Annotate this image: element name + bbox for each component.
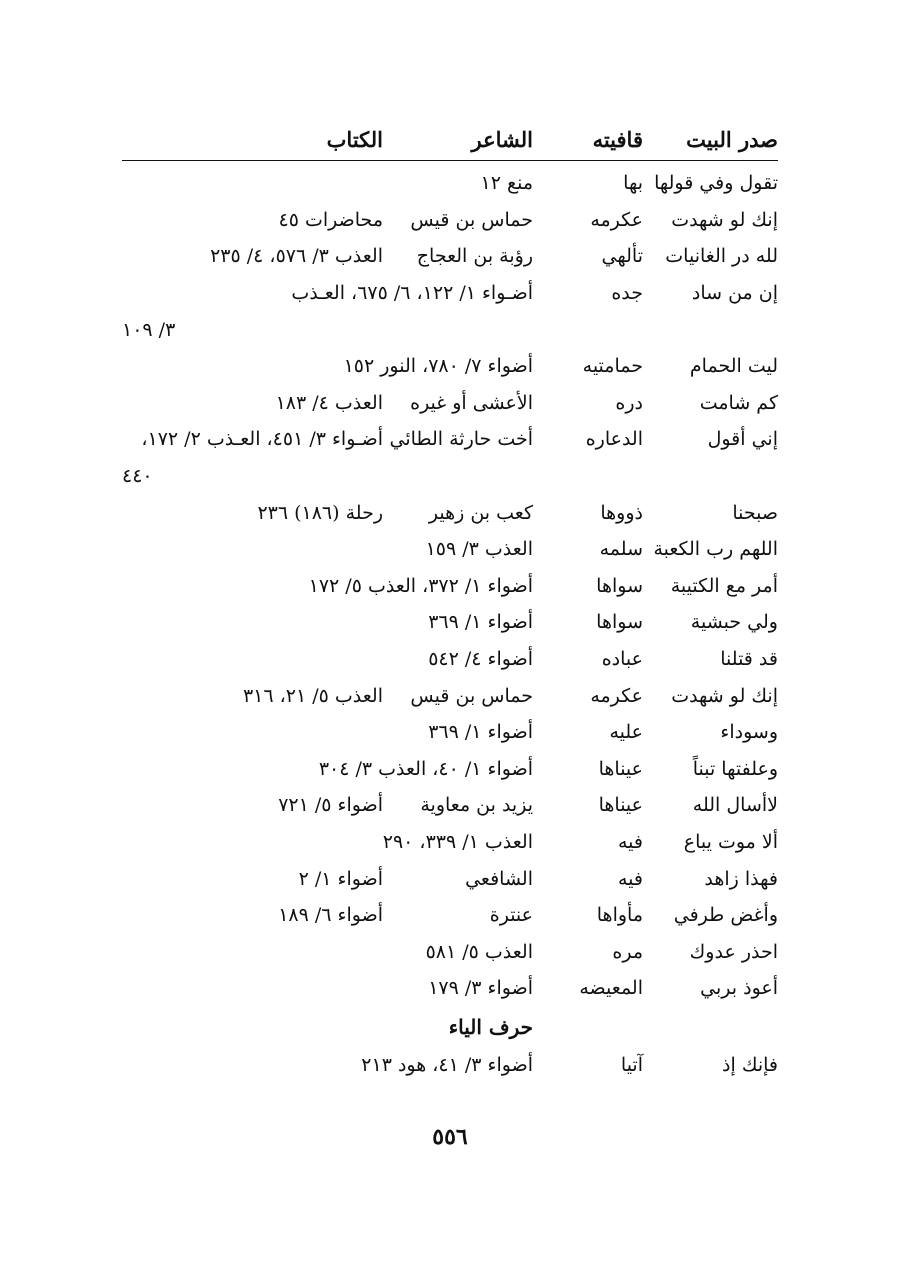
cell-qafiya: سلمه (599, 538, 643, 561)
table-row (122, 933, 778, 970)
table-row (122, 1047, 778, 1084)
table-row (122, 348, 778, 385)
cell-qafiya: مره (612, 940, 643, 963)
table-row (122, 421, 778, 458)
cell-kitab: رحلة (١٨٦) ٢٣٦ (257, 501, 383, 524)
cell-qafiya: دره (615, 391, 643, 414)
table-header-row (122, 118, 778, 161)
table-row (122, 494, 778, 531)
cell-sadr: لله در الغانيات (665, 245, 778, 268)
cell-sadr: ألا موت يباع (683, 830, 778, 853)
header-shaer: الشاعر (471, 126, 533, 152)
cell-qafiya: فيه (617, 867, 643, 890)
cell-qafiya: عكرمه (590, 208, 643, 231)
cell-qafiya: ذووها (600, 501, 643, 524)
table-row (122, 531, 778, 568)
cell-kitab: أضواء ٤/ ٥٤٢ (428, 648, 533, 671)
cell-qafiya: بها (623, 172, 643, 195)
cell-sadr: إنك لو شهدت (671, 208, 778, 231)
cell-sadr: اللهم رب الكعبة (653, 538, 778, 561)
cell-shaer: عنترة (489, 904, 533, 927)
table-row (122, 970, 778, 1007)
cell-qafiya: عليه (609, 721, 643, 744)
cell-kitab: أضواء ١/ ٣٦٩ (428, 721, 533, 744)
cell-kitab: العذب ٥/ ٢١، ٣١٦ (242, 684, 383, 707)
section-table-body (122, 1047, 778, 1084)
table-row (122, 714, 778, 751)
cell-qafiya: عيناها (598, 757, 643, 780)
cell-sadr: تقول وفي قولها (654, 172, 778, 195)
cell-kitab: أضواء ٣/ ١٧٩ (428, 977, 533, 1000)
section-heading (122, 1007, 778, 1047)
cell-sadr: وأغض طرفي (673, 904, 778, 927)
cell-kitab: أضواء ١/ ٤٠، العذب ٣/ ٣٠٤ (318, 757, 533, 780)
table-row (122, 751, 778, 788)
poetry-index-table (122, 118, 778, 1083)
cell-kitab: العذب ٤/ ١٨٣ (275, 391, 383, 414)
cell-sadr: لاأسال الله (692, 794, 778, 817)
cell-kitab: أضواء ٣/ ٤١، هود ٢١٣ (361, 1053, 533, 1076)
cell-qafiya: عباده (601, 648, 643, 671)
table-row-continuation (122, 458, 778, 495)
cell-sadr: إنك لو شهدت (671, 684, 778, 707)
cell-shaer: حماس بن قيس (410, 208, 533, 231)
cell-sadr: إني أقول (707, 428, 778, 451)
page-number: ٥٥٦ (432, 1124, 468, 1150)
cell-shaer: أخت حارثة الطائي (389, 428, 533, 451)
cell-sadr: ولي حبشية (690, 611, 778, 634)
cell-shaer: رؤبة بن العجاج (416, 245, 533, 268)
table-row (122, 604, 778, 641)
cell-qafiya: سواها (596, 611, 643, 634)
cell-sadr: كم شامت (699, 391, 778, 414)
cell-sadr: فإنك إذ (722, 1053, 778, 1076)
table-row (122, 860, 778, 897)
cell-qafiya: حمامتيه (582, 355, 643, 378)
table-body (122, 165, 778, 1007)
cell-sadr: احذر عدوك (689, 940, 778, 963)
cell-kitab: أضواء ٧/ ٧٨٠، النور ١٥٢ (343, 355, 533, 378)
table-row (122, 824, 778, 861)
cell-kitab: العذب ٣/ ٥٧٦، ٤/ ٢٣٥ (210, 245, 383, 268)
cell-sadr: وسوداء (720, 721, 778, 744)
cell-qafiya: جده (611, 282, 643, 305)
header-kitab: الكتاب (326, 126, 383, 152)
cell-kitab: أضـواء ٣/ ٤٥١، العـذب ٢/ ١٧٢، (141, 428, 383, 451)
cell-shaer: كعب بن زهير (428, 501, 533, 524)
table-row (122, 275, 778, 312)
section-title: حرف الياء (448, 1014, 533, 1039)
cell-kitab: أضواء ١/ ٣٦٩ (428, 611, 533, 634)
cell-qafiya: فيه (617, 830, 643, 853)
cell-sadr: ليت الحمام (689, 355, 778, 378)
cell-kitab-continuation: ٣/ ١٠٩ (122, 318, 176, 341)
cell-kitab: أضـواء ١/ ١٢٢، ٦/ ٦٧٥، العـذب (291, 282, 533, 305)
table-row (122, 677, 778, 714)
cell-qafiya: سواها (596, 574, 643, 597)
cell-qafiya: المعيضه (579, 977, 643, 1000)
cell-shaer: حماس بن قيس (410, 684, 533, 707)
table-row (122, 202, 778, 239)
table-row (122, 165, 778, 202)
table-row (122, 641, 778, 678)
cell-qafiya: عيناها (598, 794, 643, 817)
table-row (122, 568, 778, 605)
table-row-continuation (122, 311, 778, 348)
cell-sadr: وعلفتها تبناً (692, 757, 778, 780)
header-qafiya: قافيته (592, 126, 643, 152)
cell-sadr: صبحنا (732, 501, 778, 524)
cell-kitab: العذب ١/ ٣٣٩، ٢٩٠ (382, 830, 533, 853)
table-row (122, 787, 778, 824)
cell-sadr: فهذا زاهد (704, 867, 778, 890)
cell-kitab: أضواء ١/ ٣٧٢، العذب ٥/ ١٧٢ (308, 574, 533, 597)
table-row (122, 385, 778, 422)
cell-sadr: قد قتلنا (720, 648, 778, 671)
cell-kitab: العذب ٥/ ٥٨١ (425, 940, 533, 963)
header-sadr: صدر البيت (686, 126, 778, 152)
cell-sadr: أمر مع الكتيبة (670, 574, 778, 597)
cell-kitab: أضواء ١/ ٢ (298, 867, 383, 890)
cell-sadr: إن من ساد (691, 282, 778, 305)
cell-qafiya: الدعاره (585, 428, 643, 451)
cell-shaer: الشافعي (465, 867, 533, 890)
cell-kitab: محاضرات ٤٥ (278, 208, 383, 231)
cell-kitab: أضواء ٥/ ٧٢١ (278, 794, 383, 817)
cell-qafiya: آتيا (620, 1053, 643, 1076)
cell-kitab: أضواء ٦/ ١٨٩ (278, 904, 383, 927)
table-row (122, 897, 778, 934)
table-row (122, 238, 778, 275)
cell-shaer: يزيد بن معاوية (420, 794, 533, 817)
cell-qafiya: مأواها (596, 904, 643, 927)
cell-kitab: العذب ٣/ ١٥٩ (425, 538, 533, 561)
cell-kitab: منع ١٢ (480, 172, 533, 195)
cell-qafiya: عكرمه (590, 684, 643, 707)
cell-sadr: أعوذ بربي (700, 977, 778, 1000)
cell-qafiya: تألهي (601, 245, 643, 268)
cell-shaer: الأعشى أو غيره (410, 391, 533, 414)
cell-kitab-continuation: ٤٤٠ (122, 465, 153, 488)
